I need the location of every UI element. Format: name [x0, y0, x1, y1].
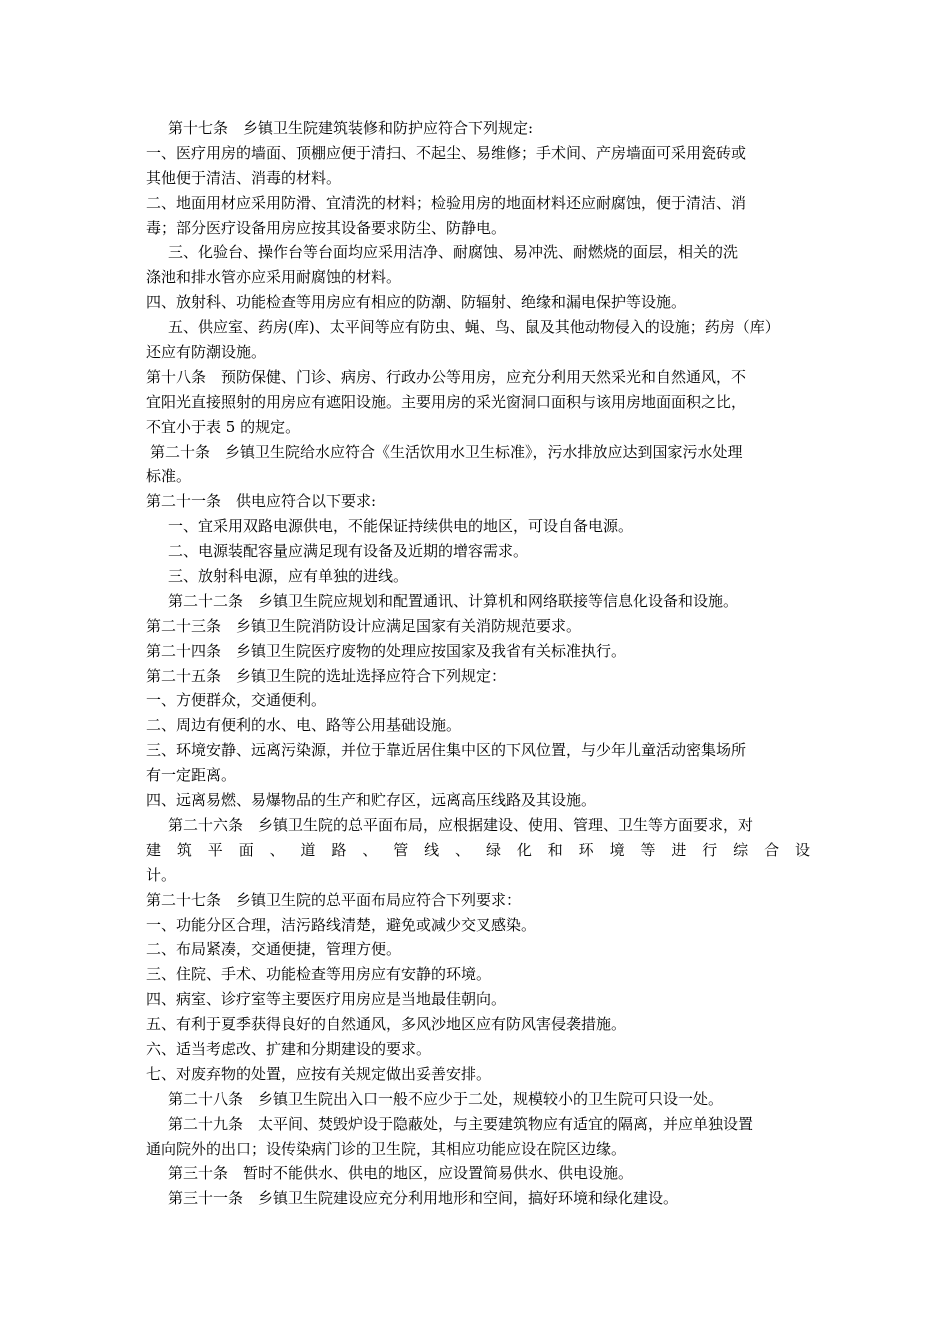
text-line: 其他便于清洁、消毒的材料。 — [146, 168, 342, 187]
text-line: 第二十三条 乡镇卫生院消防设计应满足国家有关消防规范要求。 — [146, 616, 582, 635]
text-line: 三、环境安静、远离污染源，并位于靠近居住集中区的下风位置，与少年儿童活动密集场所 — [146, 741, 747, 760]
text-line: 涤池和排水管亦应采用耐腐蚀的材料。 — [146, 268, 402, 287]
text-line: 三、化验台、操作台等台面均应采用洁净、耐腐蚀、易冲洗、耐燃烧的面层，相关的洗 — [168, 243, 739, 262]
text-line: 第三十一条 乡镇卫生院建设应充分利用地形和空间，搞好环境和绿化建设。 — [168, 1189, 679, 1208]
text-line: 第二十六条 乡镇卫生院的总平面布局，应根据建设、使用、管理、卫生等方面要求，对 — [168, 815, 754, 834]
text-line: 七、对废弃物的处置，应按有关规定做出妥善安排。 — [146, 1064, 492, 1083]
text-line: 第二十七条 乡镇卫生院的总平面布局应符合下列要求： — [146, 890, 522, 909]
text-line: 计。 — [146, 865, 177, 884]
text-line: 六、适当考虑改、扩建和分期建设的要求。 — [146, 1039, 432, 1058]
text-line: 建 筑 平 面 、 道 路 、 管 线 、 绿 化 和 环 境 等 进 行 综 合 设 — [146, 840, 810, 859]
text-line: 第二十四条 乡镇卫生院医疗废物的处理应按国家及我省有关标准执行。 — [146, 641, 627, 660]
text-line: 第二十八条 乡镇卫生院出入口一般不应少于二处，规模较小的卫生院可只设一处。 — [168, 1089, 724, 1108]
text-line: 一、宜采用双路电源供电，不能保证持续供电的地区，可设自备电源。 — [168, 517, 634, 536]
text-line: 二、布局紧凑，交通便捷，管理方便。 — [146, 940, 402, 959]
text-line: 标准。 — [146, 467, 192, 486]
text-line: 二、周边有便利的水、电、路等公用基础设施。 — [146, 716, 462, 735]
text-line: 二、电源装配容量应满足现有设备及近期的增容需求。 — [168, 542, 529, 561]
text-line: 第三十条 暂时不能供水、供电的地区，应设置简易供水、供电设施。 — [168, 1164, 634, 1183]
text-line: 二、地面用材应采用防滑、宜清洗的材料；检验用房的地面材料还应耐腐蚀，便于清洁、消 — [146, 193, 747, 212]
text-line: 四、远离易燃、易爆物品的生产和贮存区，远离高压线路及其设施。 — [146, 791, 597, 810]
document-body — [146, 116, 810, 1211]
text-line: 第二十条 乡镇卫生院给水应符合《生活饮用水卫生标准》，污水排放应达到国家污水处理 — [150, 442, 743, 461]
text-line: 三、住院、手术、功能检查等用房应有安静的环境。 — [146, 965, 492, 984]
text-line: 有一定距离。 — [146, 766, 237, 785]
text-line: 还应有防潮设施。 — [146, 343, 267, 362]
text-line: 一、方便群众，交通便利。 — [146, 691, 327, 710]
text-line: 第二十五条 乡镇卫生院的选址选择应符合下列规定： — [146, 666, 507, 685]
text-line: 第二十一条 供电应符合以下要求: — [146, 492, 377, 511]
text-line: 毒；部分医疗设备用房应按其设备要求防尘、防静电。 — [146, 218, 507, 237]
text-line: 五、供应室、药房(库)、太平间等应有防虫、蝇、鸟、鼠及其他动物侵入的设施；药房（库） — [168, 318, 780, 337]
text-line: 三、放射科电源，应有单独的进线。 — [168, 567, 409, 586]
text-line: 第十七条 乡镇卫生院建筑装修和防护应符合下列规定: — [168, 119, 534, 137]
text-line: 四、放射科、功能检查等用房应有相应的防潮、防辐射、绝缘和漏电保护等设施。 — [146, 293, 687, 312]
text-line: 五、有利于夏季获得良好的自然通风，多风沙地区应有防风害侵袭措施。 — [146, 1015, 627, 1034]
text-line: 一、医疗用房的墙面、顶棚应便于清扫、不起尘、易维修；手术间、产房墙面可采用瓷砖或 — [146, 143, 747, 162]
text-line: 四、病室、诊疗室等主要医疗用房应是当地最佳朝向。 — [146, 990, 507, 1009]
text-line: 不宜小于表 5 的规定。 — [146, 417, 301, 436]
text-line: 通向院外的出口；设传染病门诊的卫生院，其相应功能应设在院区边缘。 — [146, 1139, 627, 1158]
text-line: 第二十九条 太平间、焚毁炉设于隐蔽处，与主要建筑物应有适宜的隔离，并应单独设置 — [168, 1114, 754, 1133]
text-line: 一、功能分区合理，洁污路线清楚，避免或减少交叉感染。 — [146, 915, 537, 934]
text-line: 第二十二条 乡镇卫生院应规划和配置通讯、计算机和网络联接等信息化设备和设施。 — [168, 591, 739, 610]
text-line: 宜阳光直接照射的用房应有遮阳设施。主要用房的采光窗洞口面积与该用房地面面积之比， — [146, 392, 747, 411]
text-line: 第十八条 预防保健、门诊、病房、行政办公等用房，应充分利用天然采光和自然通风，不 — [146, 367, 747, 386]
